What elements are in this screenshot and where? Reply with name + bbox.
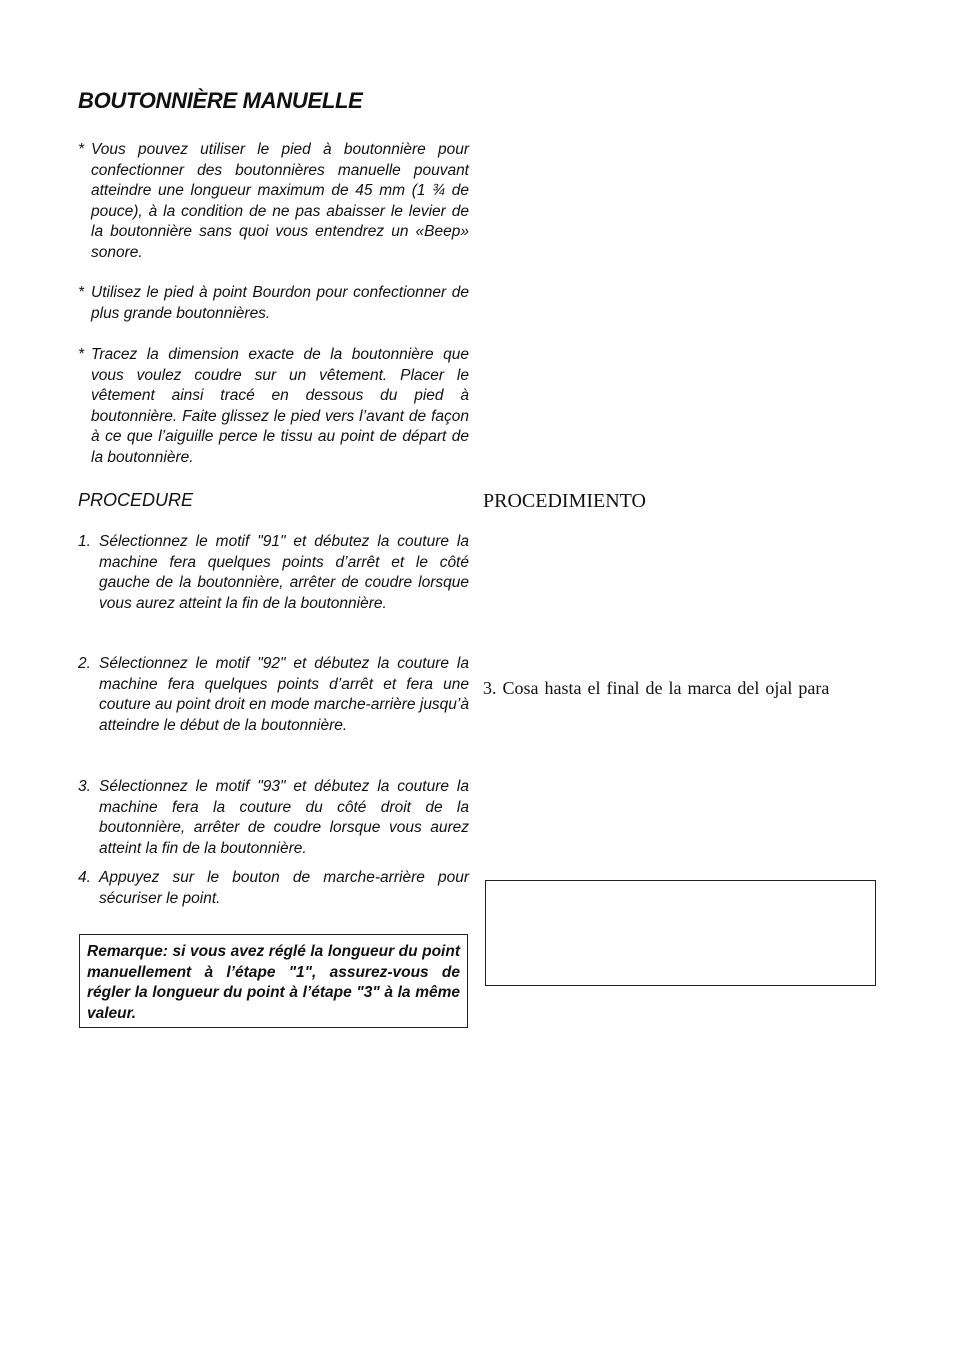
step-number: 3. [78,778,91,795]
note-item [78,140,469,263]
remark-box: Remarque: si vous avez réglé la longueur du point manuellement à l’étape "1", assurez-vous de régler la longueur du point à l’étape "3" à la même valeur. [79,934,468,1028]
step-item [78,532,469,614]
page-title: BOUTONNIÈRE MANUELLE [78,88,363,113]
step-item [78,868,469,909]
procedure-heading: PROCEDURE [78,490,194,510]
spanish-step-text: 3. Cosa hasta el final de la marca del ojal para [483,678,830,698]
note-text: Tracez la dimension exacte de la boutonnière que vous voulez coudre sur un vêtement. Placer le vêtement ainsi tracé en dessous du pied à boutonnière. Faite glissez le pied vers l’avant de façon à ce que l’aiguille perce le tissu au point de départ de la boutonnière. [91,346,469,466]
step-item [78,654,469,736]
spanish-procedure-heading: PROCEDIMIENTO [483,490,646,512]
step-number: 1. [78,533,91,550]
step-text: Sélectionnez le motif "91" et débutez la couture la machine fera quelques points d’arrêt et le côté gauche de la boutonnière, arrêter de coudre lorsque vous aurez atteint la fin de la boutonnière. [99,533,469,612]
note-marker: * [78,141,85,158]
step-number: 2. [78,655,91,672]
note-item [78,283,469,324]
step-item [78,777,469,859]
note-marker: * [78,284,85,301]
note-item [78,345,469,468]
step-number: 4. [78,869,91,886]
note-text: Utilisez le pied à point Bourdon pour confectionner de plus grande boutonnières. [91,284,469,322]
step-text: Sélectionnez le motif "92" et débutez la couture la machine fera quelques points d’arrêt et fera une couture au point droit en mode marche-arrière jusqu’à atteindre le début de la boutonnière. [99,655,469,734]
note-text: Vous pouvez utiliser le pied à boutonnière pour confectionner des boutonnières manuelle pouvant atteindre une longueur maximum de 45 mm (1 ¾ de pouce), à la condition de ne pas abaisser le levier de la boutonnière sans quoi vous entendrez un «Beep» sonore. [91,141,469,261]
note-marker: * [78,346,85,363]
empty-note-box [485,880,876,986]
step-text: Appuyez sur le bouton de marche-arrière pour sécuriser le point. [99,869,469,907]
step-text: Sélectionnez le motif "93" et débutez la couture la machine fera la couture du côté droit de la boutonnière, arrêter de coudre lorsque vous aurez atteint la fin de la boutonnière. [99,778,469,857]
